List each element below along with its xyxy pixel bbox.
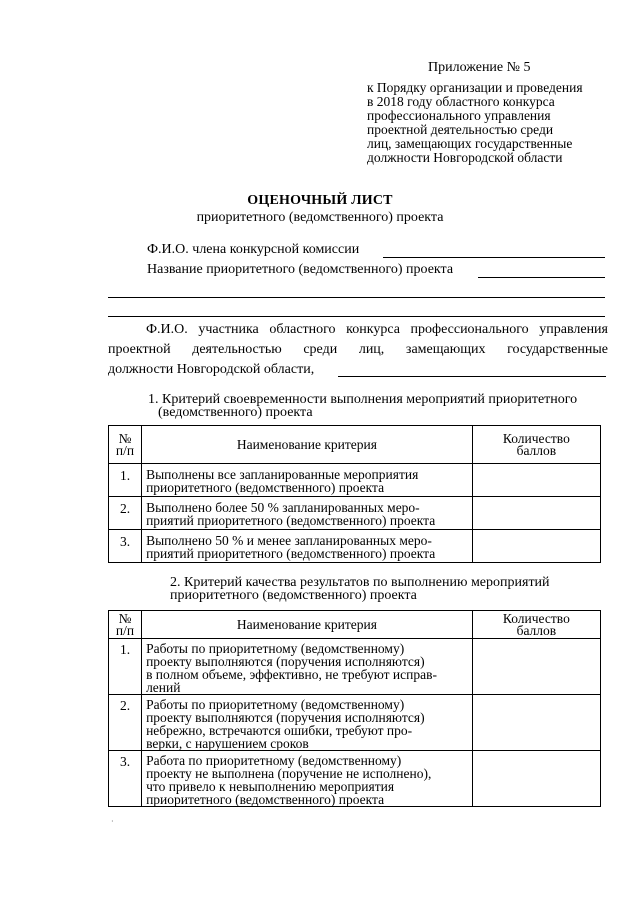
criterion-line: Выполнены все запланированные мероприятия <box>146 467 419 482</box>
row-number: 3. <box>109 530 142 563</box>
participant-line-3: должности Новгородской области, <box>108 362 315 377</box>
appendix-line: в 2018 году областного конкурса <box>367 94 555 109</box>
table-row <box>109 497 601 530</box>
criterion-line: проекту выполняются (поручения исполняются) <box>146 710 425 725</box>
member-name-label: Ф.И.О. члена конкурсной комиссии <box>147 242 360 257</box>
appendix-line: проектной деятельностью среди <box>367 122 554 137</box>
criterion-line: приятий приоритетного (ведомственного) проекта <box>146 546 436 561</box>
score-cell[interactable] <box>472 695 600 751</box>
criterion-2-title <box>170 576 550 602</box>
criterion-1-title <box>148 393 577 419</box>
participant-paragraph <box>108 320 608 380</box>
score-header <box>472 426 600 464</box>
name-header: Наименование критерия <box>142 611 473 639</box>
row-number: 3. <box>109 751 142 807</box>
table-header-row <box>109 426 601 464</box>
appendix-description <box>367 81 617 165</box>
criterion-text <box>142 464 473 497</box>
criterion-line: приоритетного (ведомственного) проекта <box>146 792 385 807</box>
criterion-title-line: 1. Критерий своевременности выполнения мероприятий приоритетного <box>148 392 578 407</box>
table-row <box>109 639 601 695</box>
table-header-row <box>109 611 601 639</box>
num-header-line: п/п <box>115 442 135 458</box>
participant-line-1: Ф.И.О. участника областного конкурса профессионального управления <box>146 322 608 337</box>
score-header-line: Количество <box>502 610 570 626</box>
name-header: Наименование критерия <box>142 426 473 464</box>
criterion-line: Выполнено 50 % и менее запланированных меро- <box>146 533 432 548</box>
criterion-line: Работа по приоритетному (ведомственному) <box>146 753 402 768</box>
table-row <box>109 751 601 807</box>
criterion-line: что привело к невыполнению мероприятия <box>146 779 395 794</box>
project-name-field-line-2[interactable] <box>108 297 605 298</box>
criterion-line: верки, с нарушением сроков <box>146 736 309 751</box>
criterion-line: Работы по приоритетному (ведомственному) <box>146 641 405 656</box>
document-subtitle: приоритетного (ведомственного) проекта <box>196 210 444 225</box>
appendix-line: профессионального управления <box>367 108 551 123</box>
table-row <box>109 530 601 563</box>
project-name-label: Название приоритетного (ведомственного) проекта <box>147 262 454 277</box>
table-row <box>109 695 601 751</box>
score-header-line: баллов <box>516 622 557 638</box>
score-header <box>472 611 600 639</box>
criterion-text <box>142 695 473 751</box>
criterion-line: проекту выполняются (поручения исполняются) <box>146 654 425 669</box>
appendix-number: Приложение № 5 <box>428 60 531 75</box>
criterion-line: Выполнено более 50 % запланированных меро- <box>146 500 420 515</box>
criterion-1-table <box>108 425 601 563</box>
project-name-field-line-3[interactable] <box>108 316 605 317</box>
score-header-line: Количество <box>502 430 570 446</box>
score-cell[interactable] <box>472 530 600 563</box>
num-header-line: № <box>118 610 132 626</box>
criterion-line: проекту не выполнена (поручение не исполнено), <box>146 766 432 781</box>
criterion-text <box>142 530 473 563</box>
row-number: 2. <box>109 695 142 751</box>
criterion-text <box>142 497 473 530</box>
row-number: 1. <box>109 464 142 497</box>
score-cell[interactable] <box>472 497 600 530</box>
criterion-2-table <box>108 610 601 807</box>
appendix-line: к Порядку организации и проведения <box>367 80 583 95</box>
appendix-line: лиц, замещающих государственные <box>367 136 573 151</box>
appendix-line: должности Новгородской области <box>367 150 563 165</box>
criterion-title-line: 2. Критерий качества результатов по выполнению мероприятий <box>170 575 550 590</box>
num-header <box>109 611 142 639</box>
row-number: 2. <box>109 497 142 530</box>
score-cell[interactable] <box>472 751 600 807</box>
criterion-title-line: (ведомственного) проекта <box>158 405 313 420</box>
num-header-line: № <box>118 430 132 446</box>
criterion-line: Работы по приоритетному (ведомственному) <box>146 697 405 712</box>
num-header-line: п/п <box>115 622 135 638</box>
participant-line-2: проектной деятельностью среди лиц, замещающих государственные <box>108 342 608 357</box>
criterion-line: небрежно, встречаются ошибки, требуют про- <box>146 723 413 738</box>
document-title: ОЦЕНОЧНЫЙ ЛИСТ <box>247 193 393 208</box>
criterion-text <box>142 639 473 695</box>
score-cell[interactable] <box>472 464 600 497</box>
criterion-line: лений <box>146 680 181 695</box>
num-header <box>109 426 142 464</box>
table-row <box>109 464 601 497</box>
participant-name-field[interactable] <box>338 376 606 377</box>
score-header-line: баллов <box>516 442 557 458</box>
criterion-line: приятий приоритетного (ведомственного) проекта <box>146 513 436 528</box>
member-name-field[interactable] <box>383 257 605 258</box>
criterion-text <box>142 751 473 807</box>
project-name-field[interactable] <box>478 277 605 278</box>
criterion-line: приоритетного (ведомственного) проекта <box>146 480 385 495</box>
score-cell[interactable] <box>472 639 600 695</box>
row-number: 1. <box>109 639 142 695</box>
criterion-title-line: приоритетного (ведомственного) проекта <box>170 588 417 603</box>
criterion-line: в полном объеме, эффективно, не требуют исправ- <box>146 667 437 682</box>
scan-mark: · <box>111 817 114 826</box>
